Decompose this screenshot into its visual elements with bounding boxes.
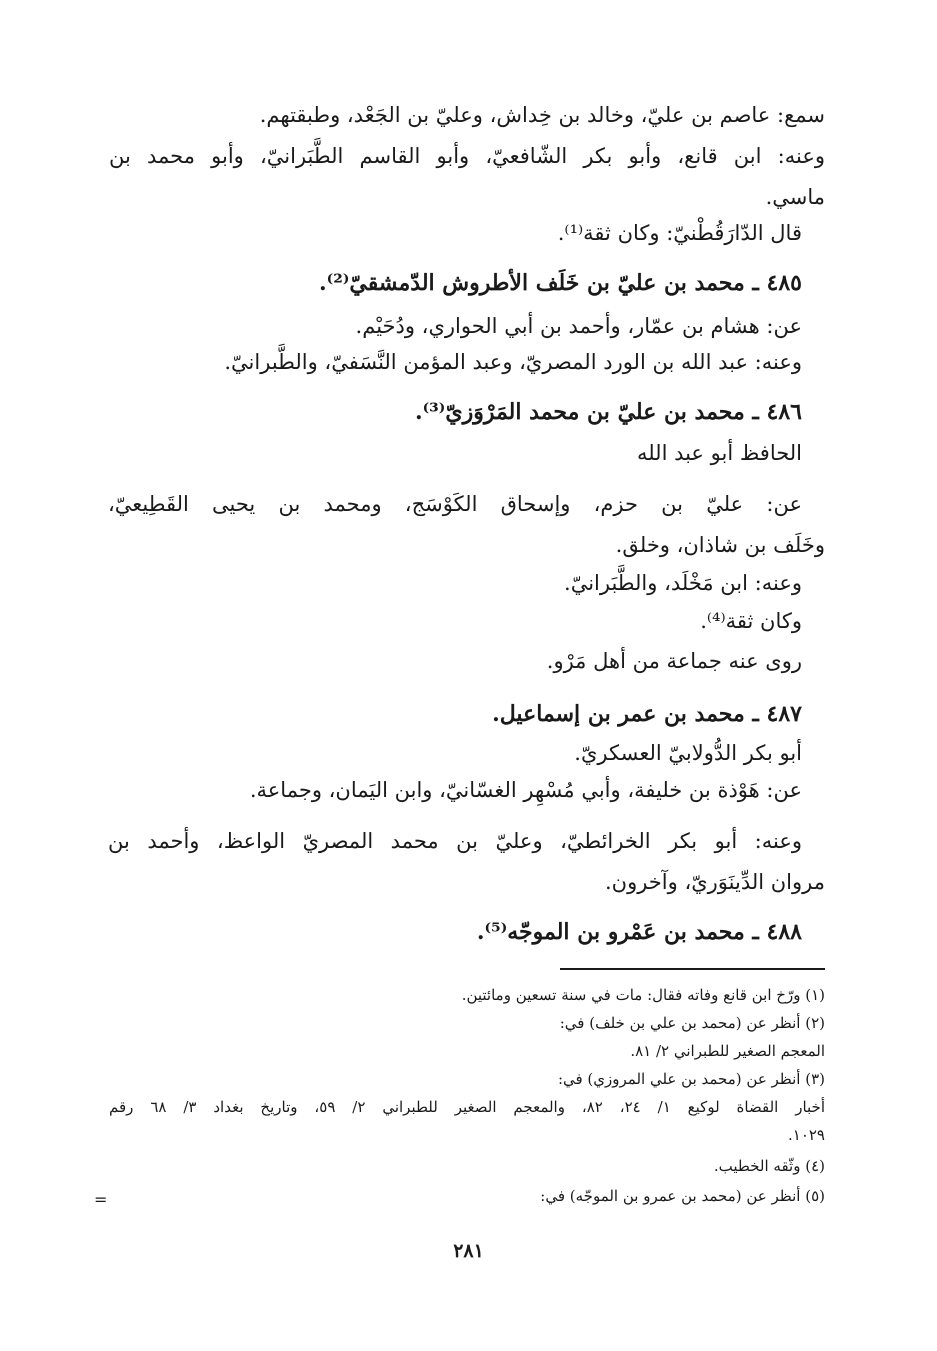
footnote-3-text: ١٠٢٩. <box>787 1126 825 1144</box>
text-line: مروان الدِّينَوَريّ، وآخرون. <box>604 870 825 894</box>
text-line: عن: هشام بن عمّار، وأحمد بن أبي الحواري، ودُحَيْم. <box>355 314 802 338</box>
text-line: الحافظ أبو عبد الله <box>636 441 802 465</box>
text-line: سمع: عاصم بن عليّ، وخالد بن خِداش، وعليّ بن الجَعْد، وطبقتهم. <box>259 103 825 127</box>
footnote-5: (٥) أنظر عن (محمد بن عمرو بن الموجّه) في: <box>540 1187 825 1205</box>
entry-heading-488: ٤٨٨ ـ محمد بن عَمْرو بن الموجّه⁽⁵⁾. <box>476 919 802 945</box>
text-line: عن: عليّ بن حزم، وإسحاق الكَوْسَج، ومحمد بن يحيى القَطِيعيّ، <box>108 492 802 516</box>
text-line: وعنه: عبد الله بن الورد المصريّ، وعبد المؤمن النَّسَفيّ، والطَّبرانيّ. <box>224 350 802 374</box>
text-line: عن: هَوْذة بن خليفة، وأبي مُسْهِر الغسّانيّ، وابن اليَمان، وجماعة. <box>249 778 802 802</box>
footnote-3: (٣) أنظر عن (محمد بن علي المروزي) في: <box>557 1070 825 1088</box>
text-line: وعنه: أبو بكر الخرائطيّ، وعليّ بن محمد المصريّ الواعظ، وأحمد بن <box>108 829 802 853</box>
text-line: روى عنه جماعة من أهل مَرْو. <box>546 649 802 673</box>
entry-heading-485: ٤٨٥ ـ محمد بن عليّ بن خَلَف الأطروش الدّمشقيّ⁽²⁾. <box>318 270 802 296</box>
text-line: ماسي. <box>765 185 825 209</box>
text-line: قال الدّارَقُطْنيّ: وكان ثقة⁽¹⁾. <box>557 221 802 245</box>
entry-heading-486: ٤٨٦ ـ محمد بن عليّ بن محمد المَرْوَزيّ⁽³⁾. <box>414 399 802 425</box>
footnote-2-text: المعجم الصغير للطبراني ٢/ ٨١. <box>630 1042 825 1060</box>
text-line: وكان ثقة⁽⁴⁾. <box>700 609 802 633</box>
text-line: أبو بكر الدُّولابيّ العسكريّ. <box>574 741 802 765</box>
entry-heading-487: ٤٨٧ ـ محمد بن عمر بن إسماعيل. <box>492 701 802 727</box>
footnote-separator <box>560 968 825 970</box>
page-number: ٢٨١ <box>453 1240 484 1262</box>
continuation-mark: = <box>94 1190 108 1209</box>
footnote-3-text: أخبار القضاة لوكيع ١/ ٢٤، ٨٢، والمعجم الصغير للطبراني ٢/ ٥٩، وتاريخ بغداد ٣/ ٦٨ رقم <box>109 1098 826 1116</box>
footnote-1: (١) ورّخ ابن قانع وفاته فقال: مات في سنة تسعين ومائتين. <box>461 986 825 1004</box>
text-line: وعنه: ابن قانع، وأبو بكر الشّافعيّ، وأبو القاسم الطَّبَرانيّ، وأبو محمد بن <box>109 144 825 168</box>
footnote-2: (٢) أنظر عن (محمد بن علي بن خلف) في: <box>559 1014 825 1032</box>
text-line: وعنه: ابن مَخْلَد، والطَّبَرانيّ. <box>564 571 802 595</box>
text-line: وخَلَف بن شاذان، وخلق. <box>615 533 825 557</box>
footnote-4: (٤) وثّقه الخطيب. <box>713 1157 825 1175</box>
